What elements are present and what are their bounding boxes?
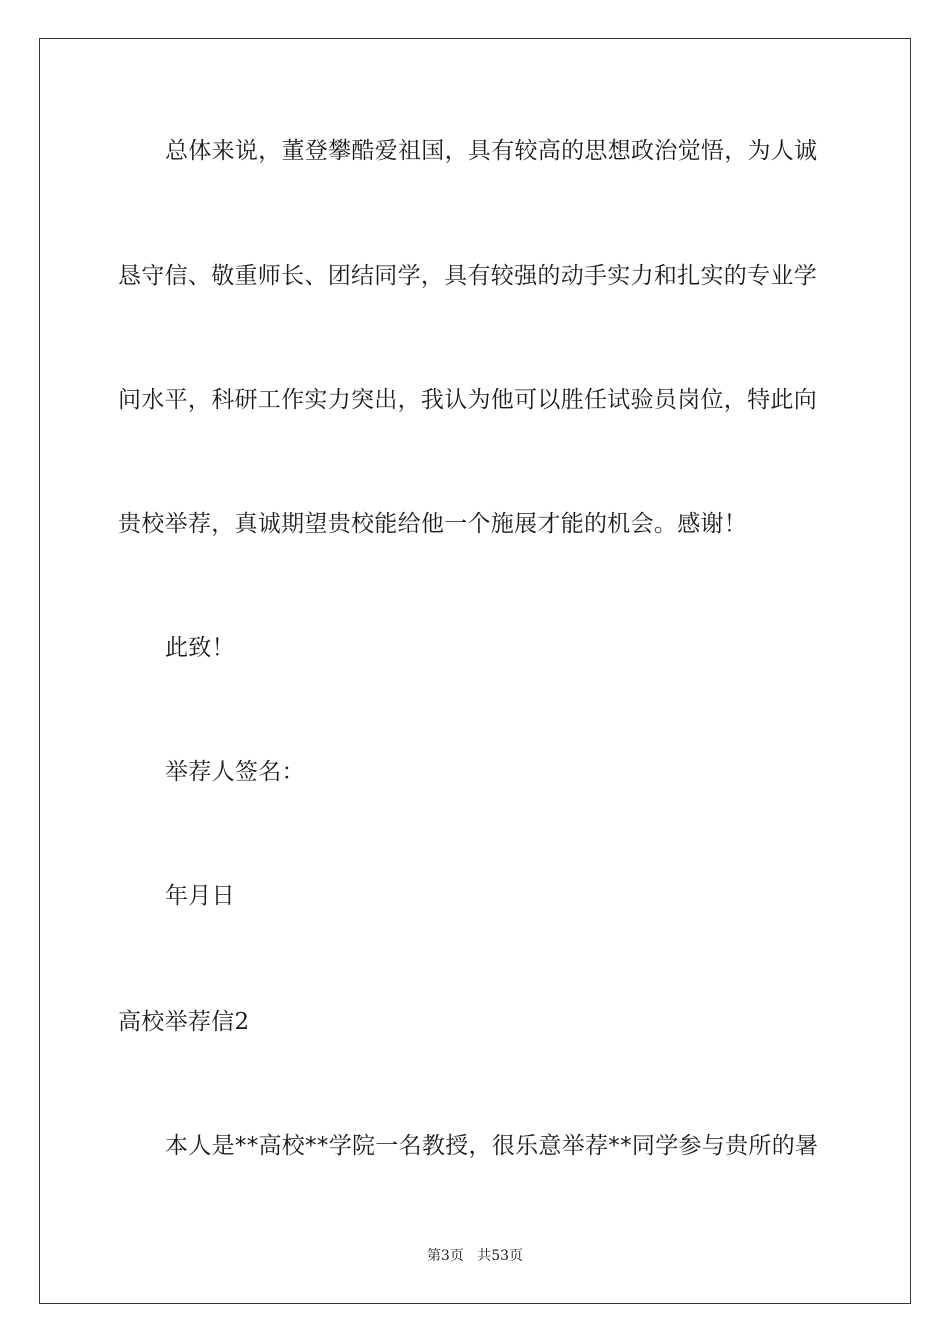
date-label: 年月日	[165, 883, 235, 909]
paragraph-line: 贵校举荐，真诚期望贵校能给他一个施展才能的机会。感谢！	[118, 511, 748, 537]
paragraph-line: 恳守信、敬重师长、团结同学，具有较强的动手实力和扎实的专业学	[118, 263, 817, 289]
section-title: 高校举荐信2	[118, 1009, 250, 1035]
total-pages: 共53页	[477, 1248, 524, 1264]
paragraph-line: 本人是**高校**学院一名教授，很乐意举荐**同学参与贵所的暑	[165, 1133, 819, 1159]
page-number: 第3页	[426, 1248, 464, 1264]
page-footer	[0, 1246, 950, 1266]
page-frame	[39, 38, 911, 1304]
paragraph-line: 问水平，科研工作实力突出，我认为他可以胜任试验员岗位，特此向	[118, 387, 817, 413]
paragraph-line: 总体来说，董登攀酷爱祖国，具有较高的思想政治觉悟，为人诚	[165, 138, 818, 164]
signature-label: 举荐人签名：	[165, 759, 305, 785]
salutation: 此致！	[165, 635, 235, 661]
